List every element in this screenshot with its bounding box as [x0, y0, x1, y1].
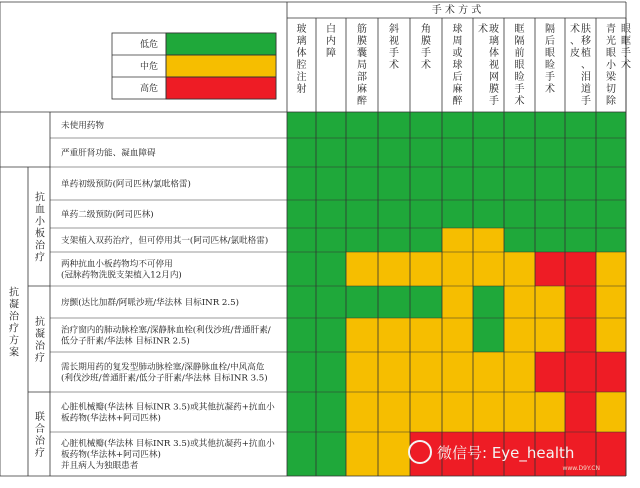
- risk-cell: [442, 252, 473, 286]
- risk-cell: [442, 200, 473, 228]
- risk-cell: [535, 318, 565, 352]
- column-header-char: 眼: [621, 24, 631, 35]
- column-header-char: 囊: [357, 48, 367, 59]
- column-header: [606, 22, 617, 107]
- risk-cell: [287, 138, 316, 167]
- risk-cell: [410, 112, 442, 138]
- risk-cell: [378, 167, 410, 200]
- column-header: [389, 22, 399, 71]
- risk-cell: [287, 286, 316, 318]
- column-header-char: 醉: [357, 96, 367, 107]
- side-label-anticoagulant-char: 治: [35, 341, 45, 352]
- risk-cell: [504, 112, 535, 138]
- watermark-site: www.D9Y.CN: [562, 465, 600, 472]
- risk-cell: [346, 392, 378, 432]
- risk-cell: [346, 138, 378, 167]
- column-header-char: 皮: [570, 48, 580, 59]
- column-header-char: 膜: [489, 84, 499, 95]
- risk-cell: [287, 200, 316, 228]
- risk-cell: [316, 352, 346, 392]
- column-header-char: 手: [514, 84, 525, 95]
- column-header-char: 玻: [489, 24, 499, 35]
- column-header-char: 睑: [514, 72, 525, 83]
- risk-cell: [378, 286, 410, 318]
- row-label: 心脏机械瓣(华法林 目标INR 3.5)或其他抗凝药+抗血小: [61, 439, 275, 449]
- column-header-char: 体: [296, 48, 307, 59]
- column-header-char: 切: [606, 84, 616, 95]
- risk-cell: [410, 138, 442, 167]
- column-header-char: 膜: [421, 36, 431, 47]
- column-header-char: 术: [478, 24, 488, 35]
- risk-cell: [535, 228, 565, 252]
- side-label-antiplatelet-char: 治: [35, 240, 45, 252]
- risk-cell: [410, 286, 442, 318]
- risk-cell: [565, 286, 596, 318]
- risk-cell: [378, 432, 410, 476]
- risk-cell: [565, 112, 596, 138]
- column-header-char: 移: [581, 36, 591, 47]
- column-header-char: 手: [581, 96, 591, 107]
- column-header: [453, 22, 463, 107]
- row-label: 两种抗血小板药物均不可停用: [61, 259, 173, 270]
- side-label-antiplatelet-char: 血: [35, 204, 45, 216]
- risk-cell: [316, 318, 346, 352]
- risk-cell: [535, 167, 565, 200]
- risk-cell: [473, 352, 504, 392]
- legend-swatch: [166, 77, 276, 99]
- column-header-char: 球: [452, 24, 463, 35]
- risk-cell: [346, 167, 378, 200]
- risk-cell: [346, 318, 378, 352]
- column-header-char: 手: [545, 72, 555, 83]
- column-header-char: 视: [489, 60, 499, 71]
- risk-cell: [410, 252, 442, 286]
- legend-swatch: [166, 33, 276, 55]
- side-label-main-char: 方: [9, 335, 19, 347]
- risk-cell: [287, 432, 316, 476]
- column-header: [515, 23, 525, 107]
- column-header-char: 术: [545, 84, 555, 95]
- column-header-char: 肤: [581, 24, 591, 35]
- risk-cell: [596, 200, 626, 228]
- row-label: 治疗窗内的肺动脉栓塞/深静脉血栓(利伐沙班/普通肝素/: [61, 325, 271, 336]
- row-label: 严重肝肾功能、凝血障碍: [61, 148, 156, 159]
- column-header-char: 部: [357, 72, 367, 83]
- risk-cell: [504, 167, 535, 200]
- risk-cell: [442, 286, 473, 318]
- risk-cell: [442, 352, 473, 392]
- column-header: [570, 22, 591, 107]
- side-label-anticoagulant-char: 抗: [35, 317, 45, 328]
- risk-cell: [504, 318, 535, 352]
- header-title: 手 术 方 式: [431, 5, 482, 16]
- row-label: 需长期用药的复发型肺动脉栓塞/深静脉血栓/中风高危: [61, 362, 265, 373]
- column-header-char: 网: [489, 72, 499, 83]
- column-header: [545, 23, 555, 95]
- risk-cell: [410, 167, 442, 200]
- column-header-char: 小: [606, 60, 616, 71]
- legend-label: 低危: [139, 40, 158, 50]
- risk-cell: [473, 286, 504, 318]
- column-header-char: 术: [389, 60, 399, 71]
- risk-cell: [316, 432, 346, 476]
- column-header: [478, 22, 499, 107]
- risk-cell: [565, 392, 596, 432]
- side-label-main-char: 治: [9, 311, 19, 323]
- column-header: [326, 22, 336, 59]
- column-header-char: 手: [421, 48, 431, 59]
- risk-cell: [596, 286, 626, 318]
- risk-cell: [378, 228, 410, 252]
- risk-cell: [442, 112, 473, 138]
- column-header-char: 除: [606, 96, 616, 107]
- column-header: [357, 22, 367, 107]
- risk-cell: [473, 200, 504, 228]
- column-header-char: 体: [489, 48, 499, 59]
- risk-cell: [442, 138, 473, 167]
- risk-legend: [112, 33, 276, 99]
- column-header-char: 玻: [296, 24, 307, 35]
- risk-cell: [287, 252, 316, 286]
- column-header-char: 醉: [452, 96, 463, 107]
- column-header-char: 光: [606, 36, 616, 47]
- column-header-char: 筋: [357, 24, 367, 35]
- side-label-antiplatelet: [35, 191, 46, 264]
- risk-cell: [565, 252, 596, 286]
- side-label-main-char: 抗: [9, 287, 19, 299]
- side-label-main: [9, 286, 20, 359]
- risk-cell: [410, 200, 442, 228]
- risk-cell: [504, 286, 535, 318]
- risk-cell: [473, 138, 504, 167]
- risk-cell: [535, 200, 565, 228]
- row-label: 单药二级预防(阿司匹林): [61, 210, 154, 220]
- side-label-combined-char: 疗: [35, 448, 45, 459]
- row-label: 单药初级预防(阿司匹林/氯吡格雷): [61, 179, 191, 190]
- column-header-char: 植: [581, 48, 591, 59]
- column-header-char: 手: [621, 48, 631, 59]
- row-label: 并且病人为独眼患者: [61, 461, 139, 471]
- risk-cell: [473, 392, 504, 432]
- side-label-anticoagulant: [35, 315, 46, 364]
- side-label-main-char: 凝: [9, 299, 19, 311]
- risk-cell: [378, 200, 410, 228]
- risk-cell: [504, 252, 535, 286]
- risk-cell: [473, 228, 504, 252]
- risk-cell: [442, 318, 473, 352]
- risk-cell: [287, 352, 316, 392]
- side-label-anticoagulant-char: 疗: [35, 353, 45, 364]
- column-header-char: 手: [389, 48, 399, 59]
- risk-cell: [410, 318, 442, 352]
- risk-cell: [596, 392, 626, 432]
- column-header-char: 梁: [606, 72, 616, 83]
- column-header-char: 眼: [545, 48, 555, 59]
- risk-cell: [596, 138, 626, 167]
- risk-cell: [287, 228, 316, 252]
- row-label: 心脏机械瓣(华法林 目标INR 3.5)或其他抗凝药+抗血小: [61, 402, 275, 413]
- column-header-char: 手: [489, 96, 499, 107]
- risk-cell: [346, 200, 378, 228]
- risk-cell: [378, 138, 410, 167]
- risk-cell: [535, 392, 565, 432]
- column-header-char: 眶: [621, 36, 631, 47]
- risk-cell: [442, 392, 473, 432]
- risk-cell: [596, 167, 626, 200]
- column-header-char: 璃: [296, 36, 307, 47]
- column-header: [297, 22, 307, 95]
- risk-cell: [316, 167, 346, 200]
- side-label-antiplatelet-char: 小: [35, 216, 45, 228]
- row-label: 未使用药物: [61, 121, 104, 131]
- side-label-combined-char: 联: [35, 412, 45, 423]
- risk-cell: [473, 318, 504, 352]
- risk-cell: [535, 138, 565, 167]
- risk-cells: [287, 112, 626, 476]
- risk-cell: [346, 286, 378, 318]
- side-label-antiplatelet-char: 板: [35, 228, 45, 240]
- risk-cell: [442, 228, 473, 252]
- column-header-char: 麻: [452, 84, 463, 95]
- risk-cell: [535, 252, 565, 286]
- column-header-char: 斜: [389, 24, 399, 35]
- risk-cell: [565, 352, 596, 392]
- risk-cell: [316, 112, 346, 138]
- risk-cell: [316, 286, 346, 318]
- column-header-char: 璃: [489, 36, 499, 47]
- side-label-main-char: 案: [9, 347, 19, 359]
- risk-cell: [287, 112, 316, 138]
- risk-cell: [316, 228, 346, 252]
- risk-cell: [504, 228, 535, 252]
- risk-cell: [378, 392, 410, 432]
- risk-cell: [596, 112, 626, 138]
- column-header-char: 道: [581, 84, 591, 95]
- risk-cell: [535, 286, 565, 318]
- column-header-char: 术: [570, 24, 580, 35]
- legend-label: 中危: [139, 62, 158, 72]
- risk-cell: [378, 318, 410, 352]
- column-header-char: 后: [545, 36, 555, 47]
- side-label-antiplatelet-char: 疗: [35, 252, 45, 264]
- side-label-combined: [35, 411, 46, 459]
- risk-cell: [316, 200, 346, 228]
- risk-cell: [316, 138, 346, 167]
- risk-cell: [378, 252, 410, 286]
- risk-cell: [316, 392, 346, 432]
- side-label-combined-char: 合: [35, 424, 45, 435]
- column-header-char: 内: [326, 36, 336, 47]
- risk-cell: [346, 432, 378, 476]
- risk-cell: [504, 138, 535, 167]
- risk-cell: [378, 352, 410, 392]
- legend-swatch: [166, 55, 276, 77]
- row-label: (冠脉药物洗脱支架植入12月内): [61, 270, 182, 281]
- risk-cell: [473, 252, 504, 286]
- column-header-char: 球: [452, 60, 463, 71]
- column-header-char: 前: [514, 48, 525, 59]
- column-header-char: 周: [452, 36, 463, 47]
- risk-cell: [504, 200, 535, 228]
- column-header-char: 眼: [606, 48, 616, 59]
- column-header-char: 隔: [545, 24, 555, 35]
- risk-cell: [565, 167, 596, 200]
- risk-cell: [410, 352, 442, 392]
- column-header-char: 白: [326, 24, 336, 35]
- risk-cell: [287, 392, 316, 432]
- risk-cell: [504, 352, 535, 392]
- watermark-text: 微信号: Eye_health: [437, 444, 575, 462]
- column-header-char: 、: [570, 36, 580, 47]
- risk-cell: [316, 252, 346, 286]
- row-label: 支架植入双药治疗，但可停用其一(阿司匹林/氯吡格雷): [61, 236, 269, 246]
- risk-cell: [565, 228, 596, 252]
- risk-cell: [287, 167, 316, 200]
- risk-cell: [410, 392, 442, 432]
- risk-cell: [596, 228, 626, 252]
- column-header-char: 睑: [545, 60, 555, 71]
- side-label-anticoagulant-char: 凝: [35, 329, 45, 340]
- column-header-char: 或: [452, 48, 463, 59]
- column-header-char: 泪: [581, 72, 591, 83]
- risk-cell: [535, 112, 565, 138]
- column-header-char: 视: [389, 36, 399, 47]
- row-label: 板药物(华法林+阿司匹林): [61, 450, 161, 460]
- side-label-antiplatelet-char: 抗: [35, 192, 45, 204]
- column-header-char: 膜: [357, 36, 367, 47]
- risk-cell: [473, 112, 504, 138]
- column-header-char: 青: [606, 24, 616, 35]
- risk-cell: [346, 228, 378, 252]
- risk-cell: [596, 432, 626, 476]
- risk-cell: [378, 112, 410, 138]
- column-header-char: 术: [514, 96, 525, 107]
- row-label: 板药物(华法林+阿司匹林): [61, 413, 161, 424]
- risk-cell: [504, 392, 535, 432]
- column-header-char: 眼: [514, 60, 525, 71]
- column-header-char: 障: [326, 48, 336, 59]
- row-label: 房颤(达比加群/阿哌沙班/华法林 目标INR 2.5): [61, 298, 239, 308]
- risk-cell: [535, 352, 565, 392]
- risk-cell: [442, 167, 473, 200]
- column-header-char: 隔: [514, 36, 525, 47]
- risk-cell: [596, 318, 626, 352]
- column-header-char: 腔: [296, 60, 307, 71]
- column-header-char: 局: [357, 60, 367, 71]
- risk-cell: [346, 252, 378, 286]
- side-label-main-char: 疗: [9, 323, 19, 335]
- column-header-char: 、: [581, 60, 591, 71]
- column-header-char: 术: [621, 60, 631, 71]
- column-header-char: 后: [452, 72, 463, 83]
- column-header: [421, 22, 431, 71]
- risk-cell: [287, 318, 316, 352]
- side-label-combined-char: 治: [35, 436, 45, 447]
- column-header-char: 角: [421, 24, 431, 35]
- risk-cell: [565, 200, 596, 228]
- risk-cell: [596, 352, 626, 392]
- column-header-char: 眶: [514, 24, 525, 35]
- column-header-char: 麻: [357, 84, 367, 95]
- column-header-char: 注: [296, 72, 307, 83]
- risk-cell: [346, 112, 378, 138]
- row-label: 低分子肝素/华法林 目标INR 2.5): [61, 336, 190, 347]
- risk-cell: [410, 228, 442, 252]
- risk-cell: [565, 318, 596, 352]
- column-header-char: 术: [421, 60, 431, 71]
- row-label: (利伐沙班/普通肝素/低分子肝素/华法林 目标INR 3.5): [61, 373, 268, 384]
- risk-cell: [346, 352, 378, 392]
- column-header-char: 射: [296, 84, 307, 95]
- risk-cell: [596, 252, 626, 286]
- risk-cell: [473, 167, 504, 200]
- risk-cell: [565, 138, 596, 167]
- legend-label: 高危: [139, 84, 158, 94]
